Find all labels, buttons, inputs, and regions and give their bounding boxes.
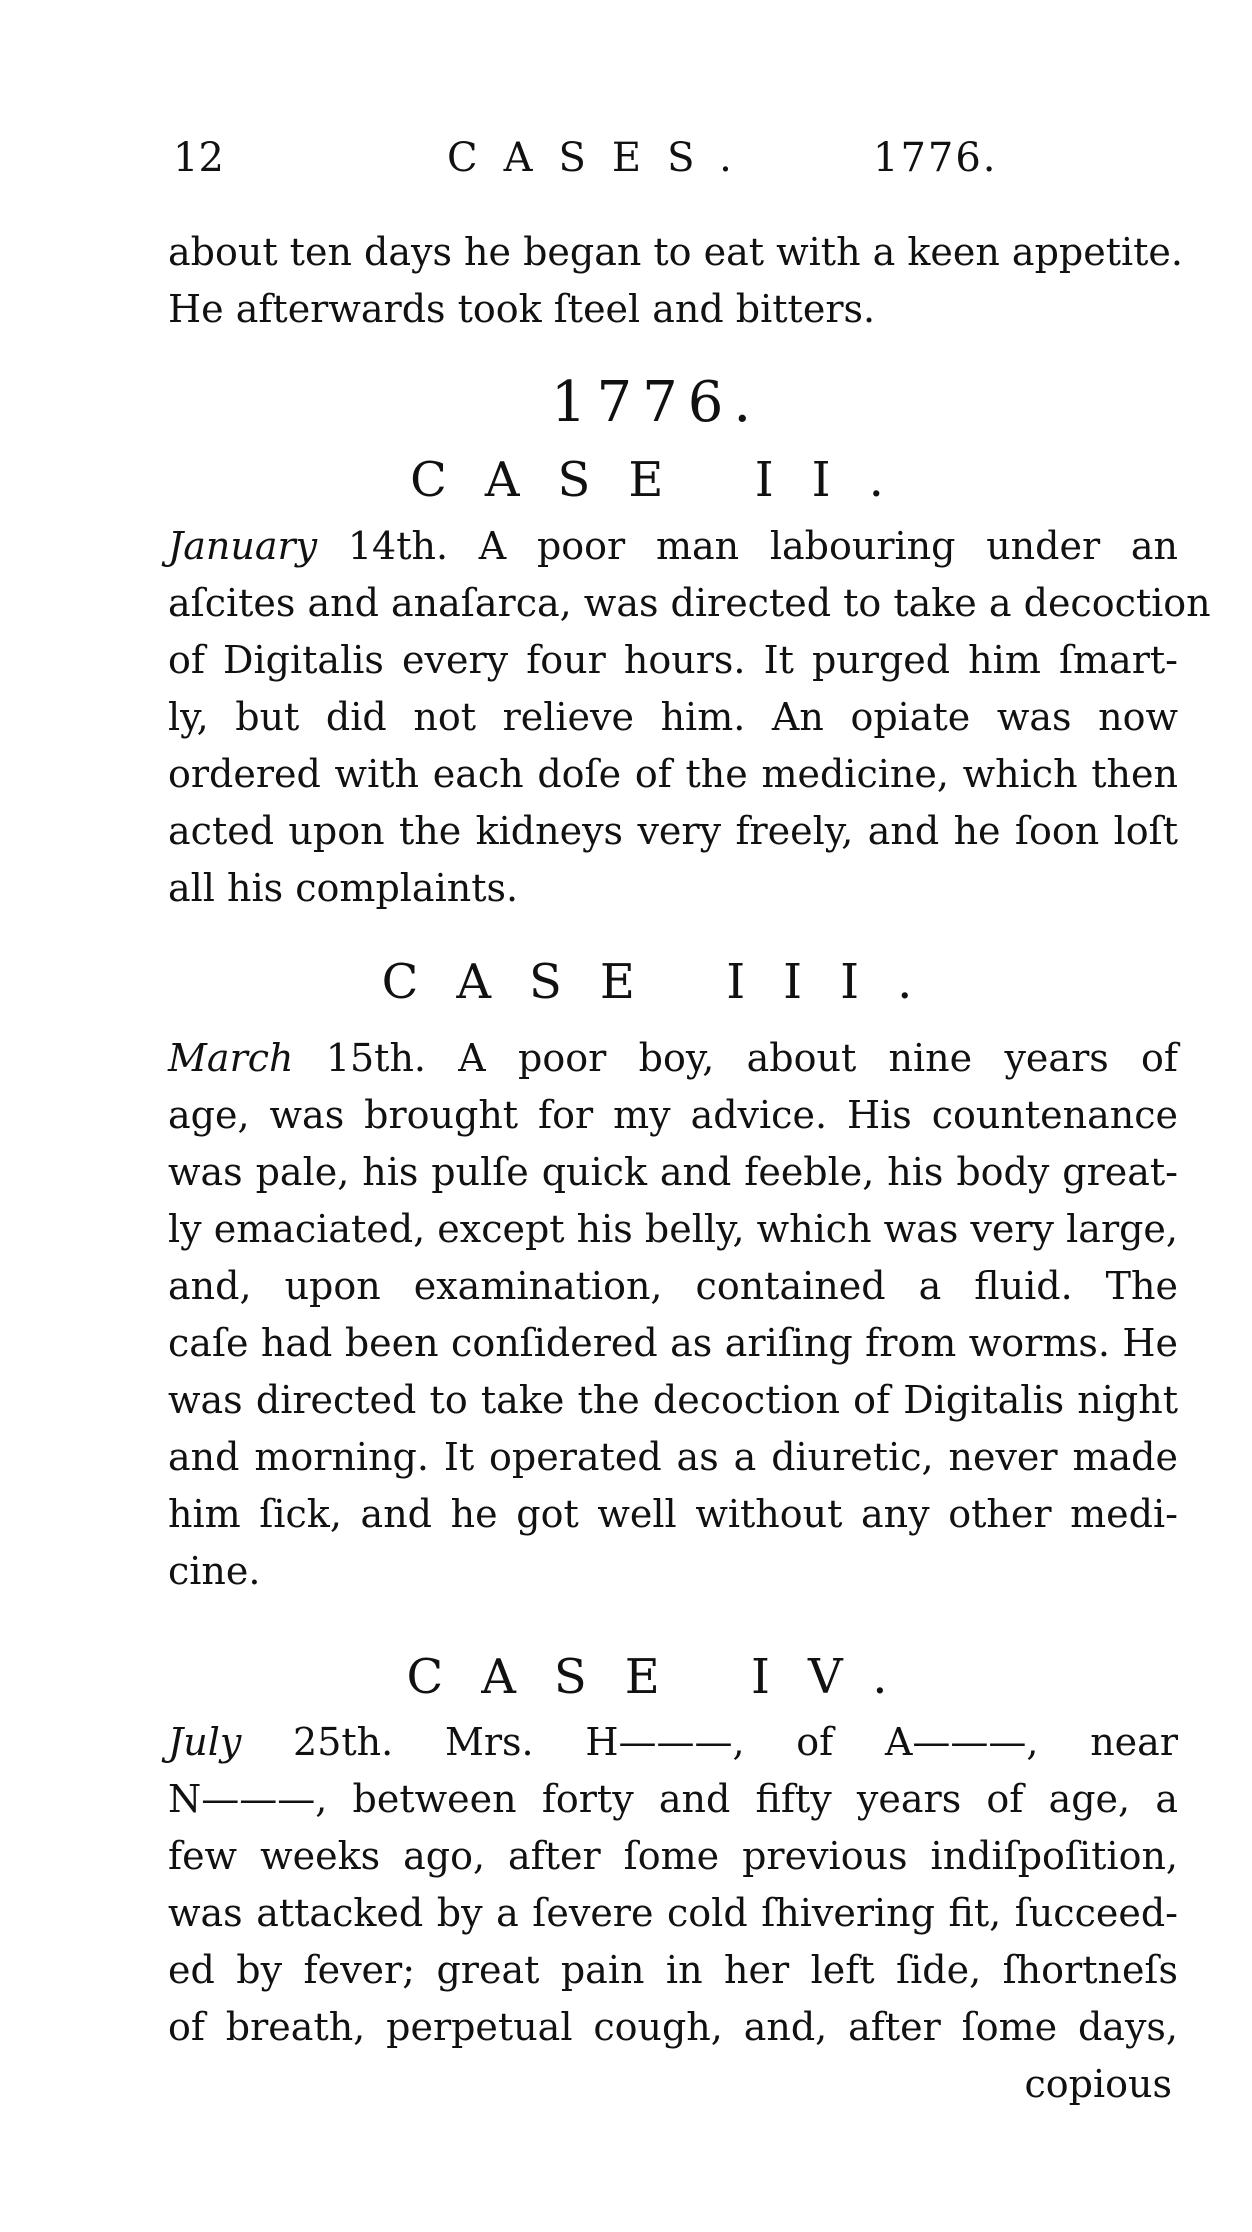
- continuation-paragraph: [168, 224, 1183, 338]
- paragraph-line: of Digitalis every four hours. It purged him ſmart-: [168, 638, 1178, 682]
- case-heading: CASE II.: [410, 452, 922, 508]
- paragraph-line: about ten days he began to eat with a keen appetite.: [168, 230, 1183, 274]
- page-number: 12: [173, 135, 224, 181]
- case-paragraph: [168, 518, 1211, 917]
- paragraph-line: age, was brought for my advice. His countenance: [168, 1093, 1178, 1137]
- paragraph-line: him ſick, and he got well without any other medi-: [168, 1492, 1178, 1536]
- paragraph-line: aſcites and anaſarca, was directed to take a decoction: [168, 581, 1211, 625]
- paragraph-line: January 14th. A poor man labouring under an: [168, 524, 1178, 568]
- paragraph-line: ed by fever; great pain in her left ſide, ſhortneſs: [168, 1948, 1178, 1992]
- running-head: [165, 128, 1175, 188]
- paragraph-line: all his complaints.: [168, 866, 519, 910]
- paragraph-line: March 15th. A poor boy, about nine years of: [168, 1036, 1178, 1080]
- paragraph-line: acted upon the kidneys very freely, and he ſoon loſt: [168, 809, 1178, 853]
- case-date: March: [168, 1036, 294, 1080]
- paragraph-line: caſe had been conſidered as ariſing from worms. He: [168, 1321, 1178, 1365]
- paragraph-line: N———, between forty and fifty years of age, a: [168, 1777, 1178, 1821]
- running-title: CASES.: [447, 135, 758, 181]
- case-heading: CASE III.: [381, 954, 951, 1010]
- paragraph-line: He afterwards took ſteel and bitters.: [168, 287, 876, 331]
- paragraph-line: of breath, perpetual cough, and, after ſome days,: [168, 2005, 1178, 2049]
- case-date: January: [168, 524, 318, 568]
- paragraph-line: ly emaciated, except his belly, which was very large,: [168, 1207, 1178, 1251]
- case-heading: CASE IV.: [406, 1649, 926, 1705]
- year-heading: 1776.: [550, 370, 762, 435]
- paragraph-line: ly, but did not relieve him. An opiate was now: [168, 695, 1178, 739]
- paragraph-line: was pale, his pulſe quick and feeble, his body great-: [168, 1150, 1178, 1194]
- case-date: July: [168, 1720, 242, 1764]
- case-paragraph: [168, 1030, 1178, 1600]
- paragraph-line: and, upon examination, contained a fluid. The: [168, 1264, 1178, 1308]
- paragraph-line: cine.: [168, 1549, 261, 1593]
- paragraph-line: ordered with each doſe of the medicine, which then: [168, 752, 1178, 796]
- paragraph-line: July 25th. Mrs. H———, of A———, near: [168, 1720, 1178, 1764]
- paragraph-line: few weeks ago, after ſome previous indiſpoſition,: [168, 1834, 1178, 1878]
- paragraph-line: was attacked by a ſevere cold ſhivering fit, ſucceed-: [168, 1891, 1178, 1935]
- running-year: 1776.: [873, 135, 998, 181]
- paragraph-line: and morning. It operated as a diuretic, never made: [168, 1435, 1178, 1479]
- catchword: copious: [1024, 2062, 1172, 2106]
- case-paragraph: [168, 1714, 1178, 2056]
- paragraph-line: was directed to take the decoction of Digitalis night: [168, 1378, 1178, 1422]
